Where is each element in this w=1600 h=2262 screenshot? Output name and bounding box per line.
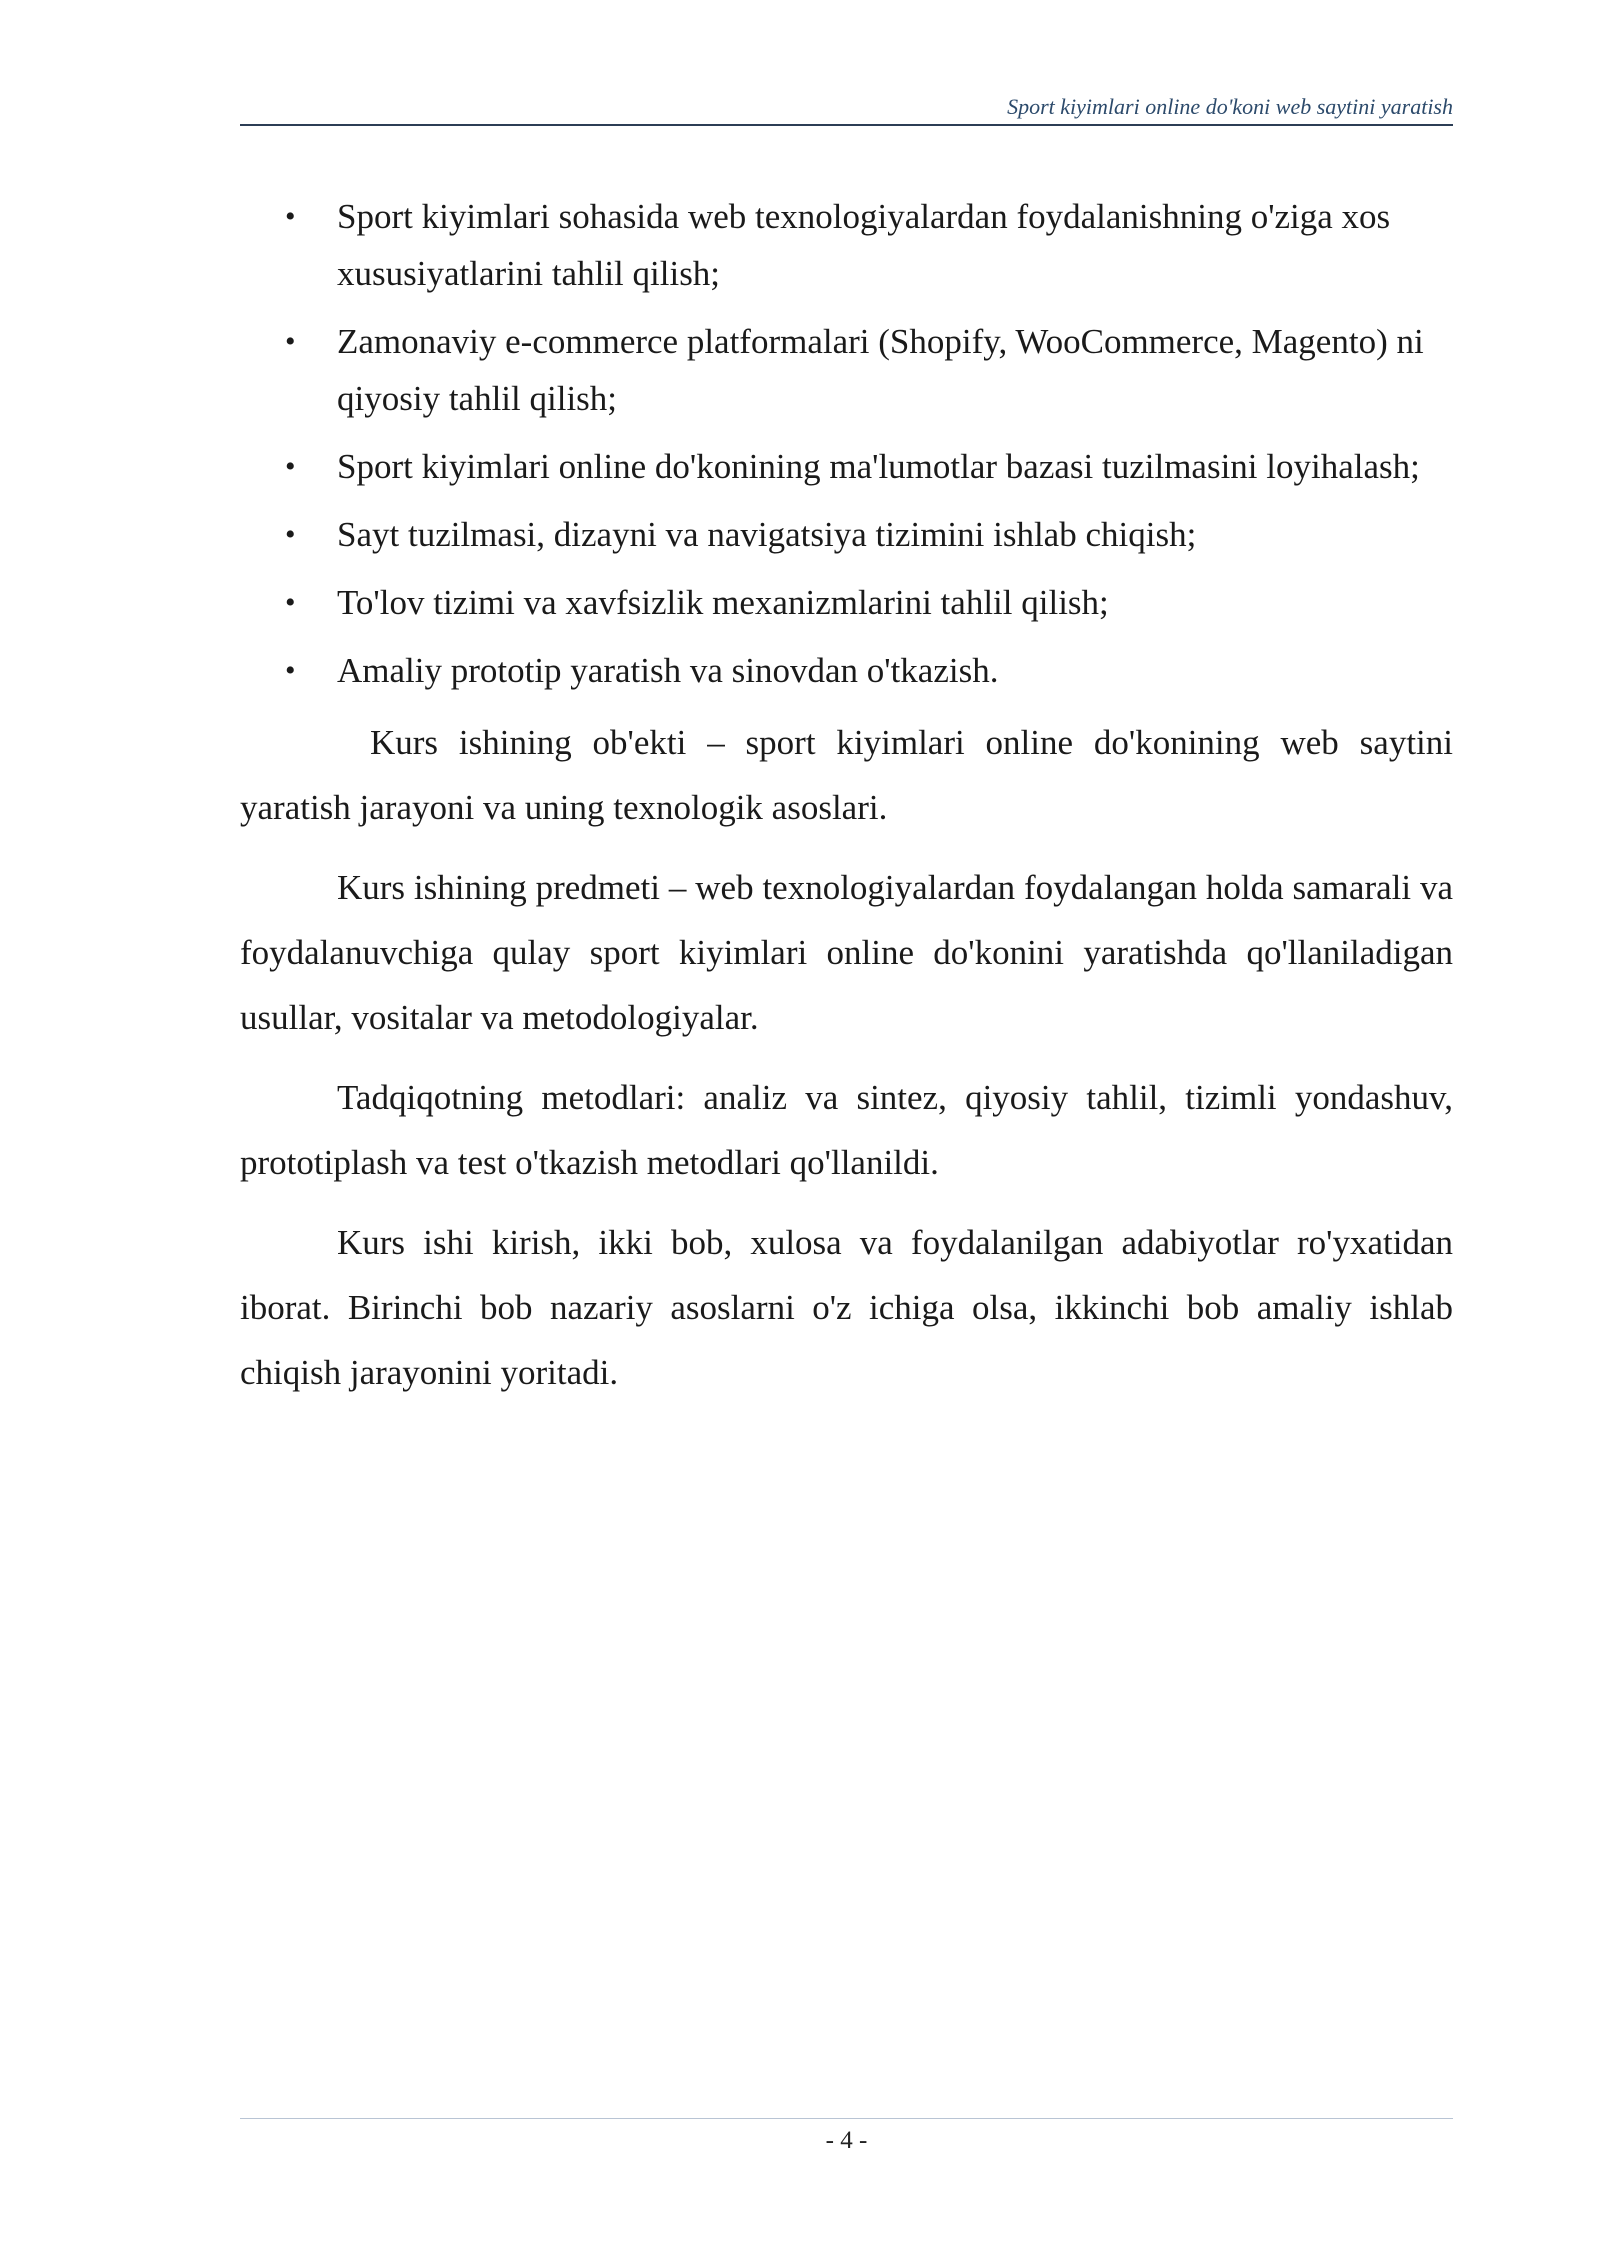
page-content <box>240 188 1453 1405</box>
list-item <box>240 313 1453 427</box>
paragraph-obekt: Kurs ishining ob'ekti – sport kiyimlari online do'konining web saytini yaratish jarayoni va uning texnologik asoslari. <box>240 723 1453 827</box>
paragraph-tuzilma: Kurs ishi kirish, ikki bob, xulosa va foydalanilgan adabiyotlar ro'yxatidan iborat. Birinchi bob nazariy asoslarni o'z ichiga olsa, ikkinchi bob amaliy ishlab chiqish jarayonini yoritadi. <box>240 1223 1453 1392</box>
list-item-text: Amaliy prototip yaratish va sinovdan o'tkazish. <box>337 651 999 690</box>
running-header-title: Sport kiyimlari online do'koni web saytini yaratish <box>1007 94 1453 119</box>
list-item-text: Sayt tuzilmasi, dizayni va navigatsiya tizimini ishlab chiqish; <box>337 515 1197 554</box>
page-footer <box>240 2118 1453 2155</box>
bullet-icon: • <box>285 654 296 687</box>
page-header <box>240 94 1453 126</box>
bullet-icon: • <box>285 586 296 619</box>
list-item-text: Sport kiyimlari online do'konining ma'lumotlar bazasi tuzilmasini loyihalash; <box>337 447 1420 486</box>
list-item-text: Zamonaviy e-commerce platformalari (Shopify, WooCommerce, Magento) ni qiyosiy tahlil qilish; <box>337 322 1424 418</box>
page-number: - 4 - <box>825 2127 868 2154</box>
bullet-icon: • <box>285 200 296 233</box>
bullet-icon: • <box>285 325 296 358</box>
list-item <box>240 506 1453 563</box>
list-item-text: Sport kiyimlari sohasida web texnologiyalardan foydalanishning o'ziga xos xususiyatlarini tahlil qilish; <box>337 197 1391 293</box>
paragraph-predmet: Kurs ishining predmeti – web texnologiyalardan foydalangan holda samarali va foydalanuvchiga qulay sport kiyimlari online do'konini yaratishda qo'llaniladigan usullar, vositalar va metodologiyalar. <box>240 868 1453 1037</box>
goals-list <box>240 188 1453 699</box>
paragraph-metodlar: Tadqiqotning metodlari: analiz va sintez, qiyosiy tahlil, tizimli yondashuv, prototiplash va test o'tkazish metodlari qo'llanildi. <box>240 1078 1453 1182</box>
list-item <box>240 188 1453 302</box>
bullet-icon: • <box>285 450 296 483</box>
list-item <box>240 642 1453 699</box>
list-item <box>240 438 1453 495</box>
list-item-text: To'lov tizimi va xavfsizlik mexanizmlarini tahlil qilish; <box>337 583 1109 622</box>
bullet-icon: • <box>285 518 296 551</box>
list-item <box>240 574 1453 631</box>
